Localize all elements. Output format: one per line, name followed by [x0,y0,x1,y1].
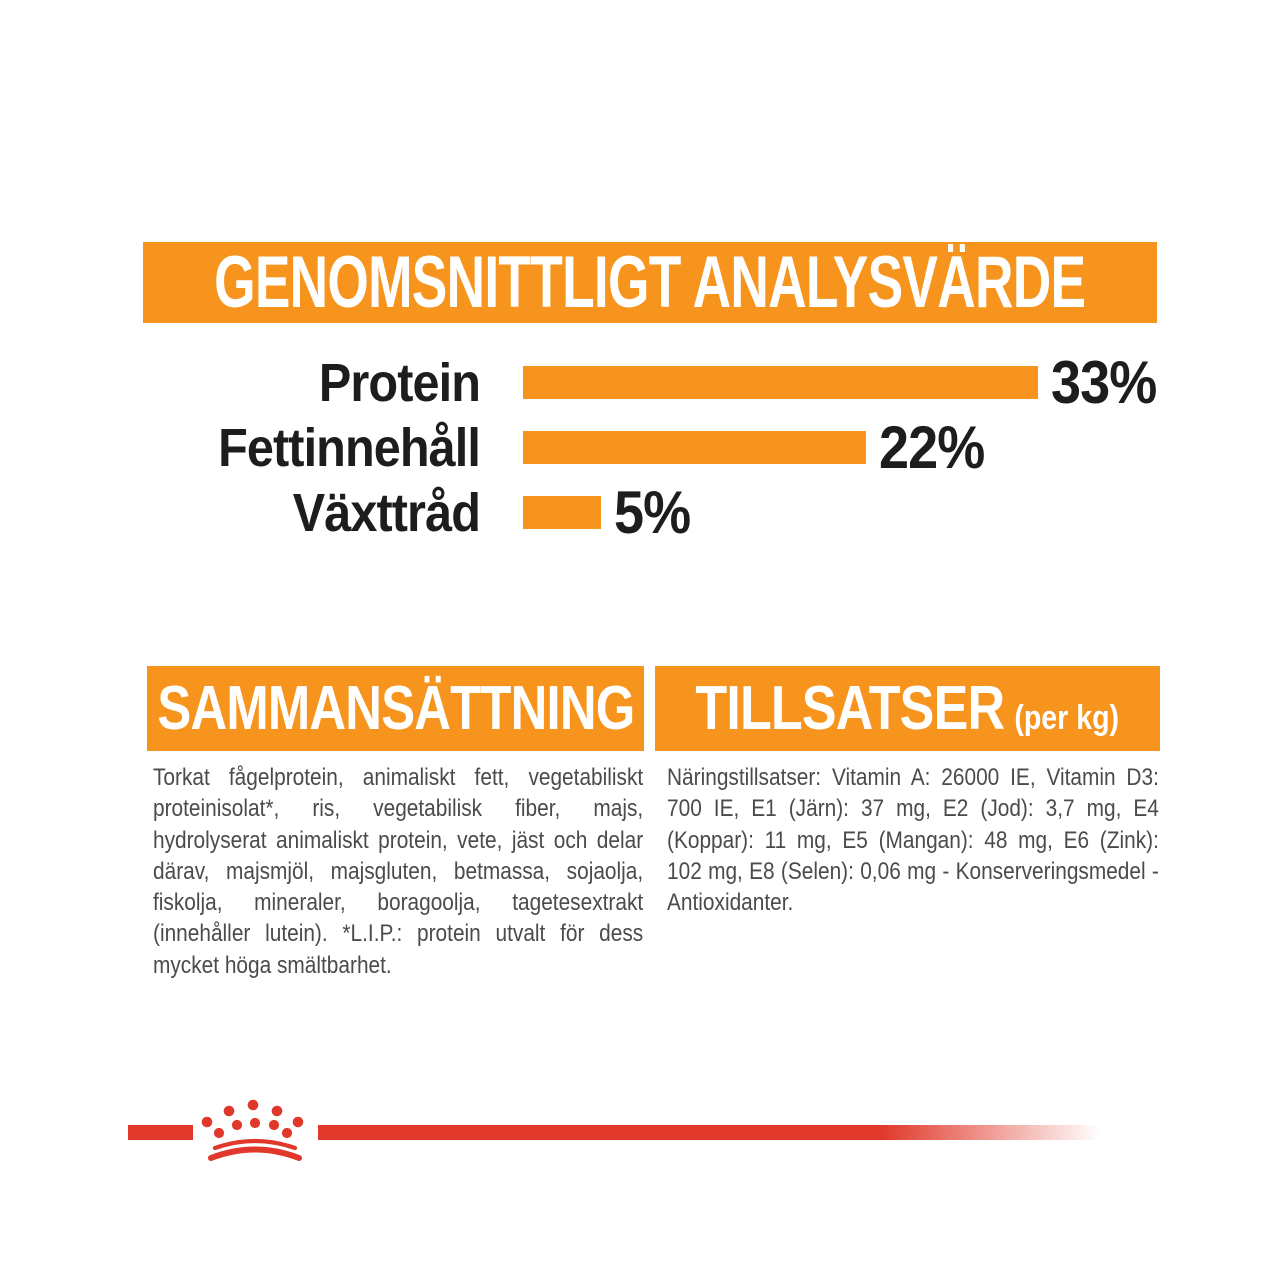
chart-category-label: Fettinnehåll [218,417,481,478]
chart-category-label: Protein [318,352,480,413]
chart-category-label: Växttråd [292,482,480,543]
chart-value-label: 5% [614,479,691,546]
chart-bar [523,496,601,529]
footer-rule-left [128,1125,193,1140]
composition-header-banner [147,666,644,751]
chart-row [143,415,1157,480]
additives-header-unit: (per kg) [1014,699,1120,737]
chart-bar [523,366,1038,399]
footer-rule-right [318,1125,1100,1140]
composition-header-title: SAMMANSÄTTNING [156,674,635,743]
additives-text: Näringstillsatser: Vitamin A: 26000 IE, Vitamin D3: 700 IE, E1 (Järn): 37 mg, E2 (Jod): 3,7 mg, E4 (Koppar): 11 mg, E5 (Mangan): 48 mg, E6 (Zink): 102 mg, E8 (Selen): 0,06 mg - Konserveringsmedel - Antioxidanter. [667,764,1159,917]
analysis-header-banner [143,242,1157,323]
chart-bar [523,431,866,464]
analysis-bar-chart [143,350,1157,545]
composition-text: Torkat fågelprotein, animaliskt fett, vegetabiliskt proteinisolat*, ris, vegetabilisk fiber, majs, hydrolyserat animaliskt protein, vete, jäst och delar därav, majsmjöl, majsgluten, betmassa, sojaolja, fiskolja, mineraler, boragoolja, tagetesextrakt (innehåller lutein). *L.I.P.: protein utvalt för dess mycket höga smältbarhet. [153,764,644,979]
additives-header-banner [655,666,1160,751]
chart-row [143,480,1157,545]
analysis-header-title: GENOMSNITTLIGT ANALYSVÄRDE [214,242,1086,323]
chart-value-label: 22% [879,414,985,481]
chart-row [143,350,1157,415]
royal-canin-crown-logo [195,1098,315,1168]
additives-header-title: TILLSATSER [695,674,1005,743]
chart-value-label: 33% [1051,349,1157,416]
